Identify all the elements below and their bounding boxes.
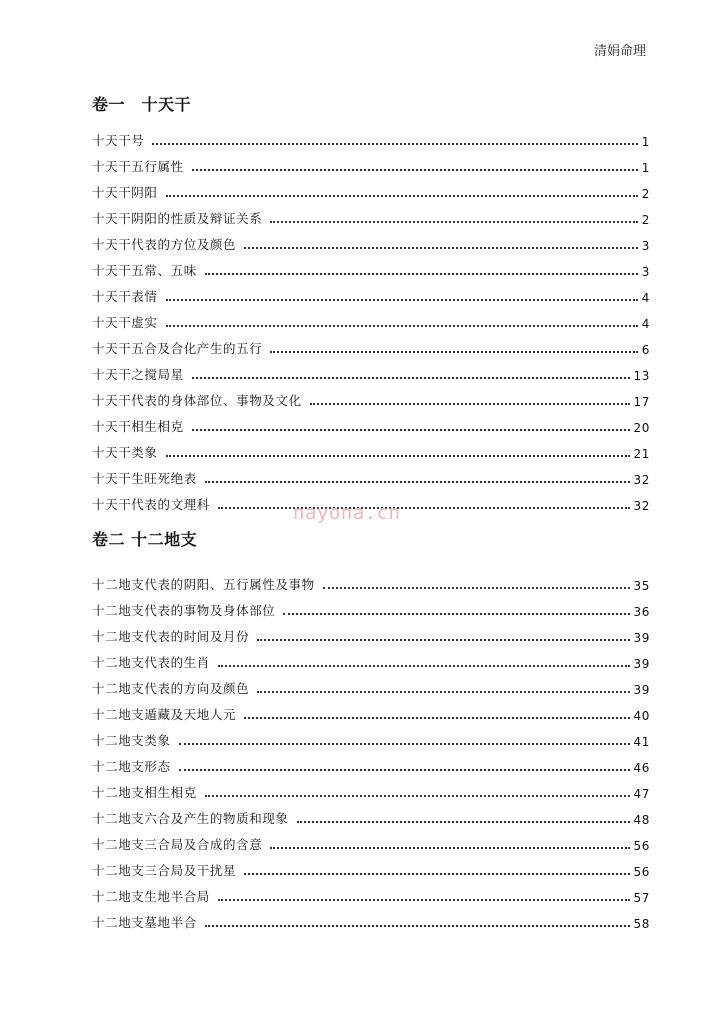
toc-entry-page-number: 3 — [641, 239, 650, 253]
toc-entry[interactable] — [92, 253, 650, 279]
toc-entry-page-number: 35 — [633, 579, 650, 593]
toc-leader-dots — [244, 717, 629, 719]
toc-entry-page-number: 3 — [641, 265, 650, 279]
toc-entry[interactable] — [92, 697, 650, 723]
toc-leader-dots — [244, 247, 638, 249]
toc-entry-page-number: 32 — [633, 499, 650, 513]
toc-leader-dots — [205, 481, 630, 483]
toc-entry-page-number: 2 — [641, 187, 650, 201]
toc-entry-label: 十天干五合及合化产生的五行 — [92, 341, 263, 356]
toc-entry-label: 十二地支生地半合局 — [92, 889, 210, 904]
toc-entry[interactable] — [92, 723, 650, 749]
toc-entry-page-number: 39 — [633, 631, 650, 645]
toc-entry-label: 十天干号 — [92, 133, 145, 148]
toc-entry-label: 十天干虚实 — [92, 315, 158, 330]
toc-entry[interactable] — [92, 123, 650, 149]
toc-entry[interactable] — [92, 879, 650, 905]
toc-entry-label: 十天干表情 — [92, 289, 158, 304]
toc-entry-page-number: 41 — [633, 735, 650, 749]
watermark-text: nayona.cn — [293, 502, 401, 524]
toc-entry[interactable] — [92, 619, 650, 645]
toc-entry-page-number: 56 — [633, 865, 650, 879]
toc-entry[interactable] — [92, 149, 650, 175]
toc-list-volume-1 — [92, 123, 650, 513]
toc-entry-label: 十二地支三合局及合成的含意 — [92, 837, 263, 852]
toc-leader-dots — [270, 847, 629, 849]
toc-entry[interactable] — [92, 331, 650, 357]
toc-leader-dots — [192, 429, 630, 431]
toc-entry[interactable] — [92, 409, 650, 435]
toc-entry-label: 十天干阴阳的性质及辩证关系 — [92, 211, 263, 226]
toc-entry[interactable] — [92, 645, 650, 671]
toc-entry-page-number: 4 — [641, 291, 650, 305]
toc-entry-label: 十二地支代表的事物及身体部位 — [92, 603, 276, 618]
toc-entry[interactable] — [92, 749, 650, 775]
toc-entry-label: 十天干相生相克 — [92, 419, 184, 434]
toc-leader-dots — [205, 795, 630, 797]
toc-leader-dots — [257, 691, 629, 693]
toc-entry[interactable] — [92, 461, 650, 487]
toc-entry[interactable] — [92, 827, 650, 853]
toc-entry[interactable] — [92, 593, 650, 619]
toc-leader-dots — [310, 403, 630, 405]
toc-leader-dots — [244, 873, 629, 875]
toc-leader-dots — [166, 325, 638, 327]
toc-entry-page-number: 58 — [633, 917, 650, 931]
toc-entry-label: 十二地支形态 — [92, 759, 171, 774]
toc-entry-page-number: 48 — [633, 813, 650, 827]
toc-entry-page-number: 4 — [641, 317, 650, 331]
toc-entry-label: 十二地支代表的时间及月份 — [92, 629, 250, 644]
toc-entry-label: 十二地支三合局及干扰星 — [92, 863, 237, 878]
toc-leader-dots — [192, 377, 630, 379]
toc-entry-page-number: 13 — [633, 369, 650, 383]
toc-leader-dots — [270, 351, 637, 353]
toc-leader-dots — [218, 665, 630, 667]
toc-entry-page-number: 39 — [633, 657, 650, 671]
toc-entry[interactable] — [92, 175, 650, 201]
toc-entry[interactable] — [92, 435, 650, 461]
toc-entry[interactable] — [92, 905, 650, 931]
toc-entry[interactable] — [92, 279, 650, 305]
toc-leader-dots — [218, 899, 630, 901]
section-title-volume-2: 卷二 十二地支 — [92, 530, 198, 549]
toc-entry-page-number: 1 — [641, 161, 650, 175]
toc-entry-label: 十天干五行属性 — [92, 159, 184, 174]
toc-entry-label: 十二地支类象 — [92, 733, 171, 748]
toc-leader-dots — [270, 221, 637, 223]
toc-entry-label: 十二地支遁藏及天地人元 — [92, 707, 237, 722]
toc-entry-label: 十二地支代表的阴阳、五行属性及事物 — [92, 577, 315, 592]
toc-entry[interactable] — [92, 201, 650, 227]
toc-entry-page-number: 40 — [633, 709, 650, 723]
toc-leader-dots — [152, 143, 637, 145]
toc-entry-label: 十天干阴阳 — [92, 185, 158, 200]
toc-leader-dots — [218, 507, 630, 509]
toc-entry-page-number: 20 — [633, 421, 650, 435]
toc-entry-page-number: 57 — [633, 891, 650, 905]
toc-entry-page-number: 36 — [633, 605, 650, 619]
toc-entry-page-number: 39 — [633, 683, 650, 697]
toc-entry[interactable] — [92, 567, 650, 593]
toc-leader-dots — [166, 299, 638, 301]
toc-entry-label: 十天干五常、五味 — [92, 263, 197, 278]
toc-entry-label: 十天干生旺死绝表 — [92, 471, 197, 486]
toc-entry[interactable] — [92, 801, 650, 827]
toc-entry-label: 十天干代表的身体部位、事物及文化 — [92, 393, 302, 408]
toc-entry-label: 十二地支代表的方向及颜色 — [92, 681, 250, 696]
toc-leader-dots — [166, 195, 638, 197]
toc-leader-dots — [297, 821, 630, 823]
toc-entry-page-number: 47 — [633, 787, 650, 801]
toc-leader-dots — [283, 613, 629, 615]
toc-entry-page-number: 1 — [641, 135, 650, 149]
toc-leader-dots — [192, 169, 638, 171]
toc-leader-dots — [179, 769, 630, 771]
toc-entry-page-number: 56 — [633, 839, 650, 853]
toc-entry[interactable] — [92, 775, 650, 801]
toc-entry-page-number: 2 — [641, 213, 650, 227]
toc-entry-label: 十天干类象 — [92, 445, 158, 460]
toc-entry-page-number: 21 — [633, 447, 650, 461]
toc-entry-page-number: 46 — [633, 761, 650, 775]
toc-leader-dots — [205, 925, 630, 927]
toc-entry-label: 十二地支墓地半合 — [92, 915, 197, 930]
toc-leader-dots — [166, 455, 630, 457]
section-title-volume-1: 卷一 十天干 — [92, 95, 192, 114]
toc-leader-dots — [323, 587, 630, 589]
toc-entry-label: 十二地支相生相克 — [92, 785, 197, 800]
toc-entry-label: 十二地支六合及产生的物质和现象 — [92, 811, 289, 826]
toc-entry-page-number: 17 — [633, 395, 650, 409]
toc-entry[interactable] — [92, 671, 650, 697]
toc-entry-page-number: 6 — [641, 343, 650, 357]
toc-entry[interactable] — [92, 357, 650, 383]
toc-entry[interactable] — [92, 853, 650, 879]
page-header-title: 清娟命理 — [593, 44, 646, 59]
toc-leader-dots — [257, 639, 629, 641]
toc-entry[interactable] — [92, 305, 650, 331]
toc-entry-label: 十二地支代表的生肖 — [92, 655, 210, 670]
toc-leader-dots — [179, 743, 630, 745]
toc-leader-dots — [205, 273, 638, 275]
toc-entry-label: 十天干之搅局星 — [92, 367, 184, 382]
toc-entry[interactable] — [92, 227, 650, 253]
toc-entry[interactable] — [92, 383, 650, 409]
toc-list-volume-2 — [92, 567, 650, 931]
toc-entry-label: 十天干代表的方位及颜色 — [92, 237, 237, 252]
toc-entry-label: 十天干代表的文理科 — [92, 497, 210, 512]
toc-entry-page-number: 32 — [633, 473, 650, 487]
